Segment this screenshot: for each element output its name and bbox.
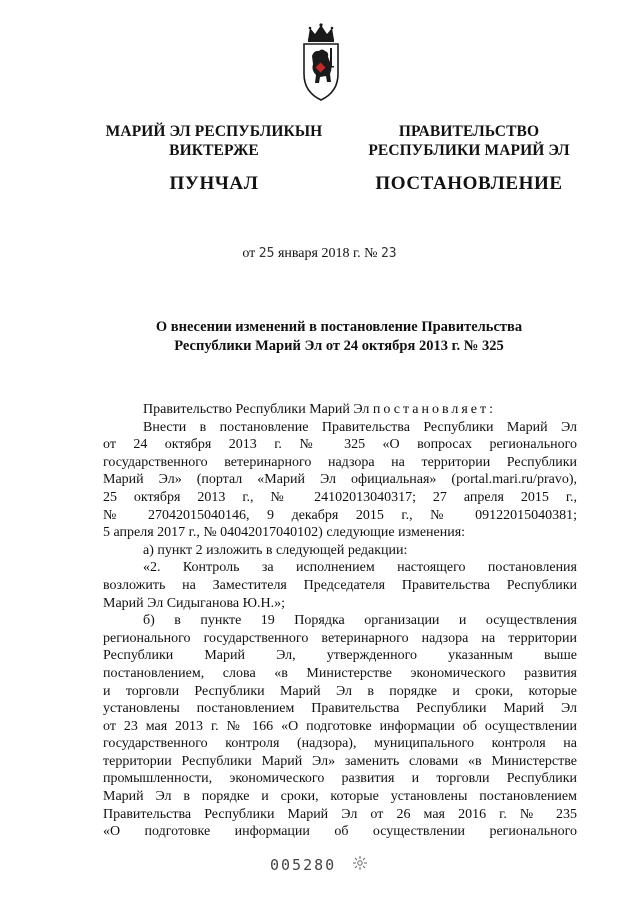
body-opening-text: Правительство Республики Марий Эл <box>143 402 370 417</box>
header-left-line2: ВИКТЕРЖЕ <box>169 142 259 159</box>
body-line: регионального государственного ветеринарного надзора на территории <box>103 630 577 646</box>
body-line: и торговли Республики Марий Эл в порядке и сроки, которые <box>103 683 577 699</box>
body-line: «О подготовке информации об осуществлении регионального <box>103 824 577 840</box>
document-date-line <box>0 245 639 263</box>
body-line: Марий Эл в порядке и сроки, которые установлены постановлением <box>103 789 577 805</box>
coat-of-arms-icon <box>300 22 342 102</box>
document-subject <box>100 318 578 356</box>
body-line: установлены постановлением Правительства Республики Марий Эл <box>103 701 577 717</box>
registration-stamp-number: 005280 <box>270 856 337 874</box>
body-line: № 27042015040146, 9 декабря 2015 г., № 09122015040381; <box>103 507 577 523</box>
body-line: постановлением, слова «в Министерстве экономического развития <box>103 665 577 681</box>
date-prefix: от <box>242 246 256 261</box>
header-left-line1: МАРИЙ ЭЛ РЕСПУБЛИКЫН <box>105 123 323 140</box>
body-line: 25 октября 2013 г., № 24102013040317; 27 апреля 2015 г., <box>103 489 577 505</box>
header-right-title: ПОСТАНОВЛЕНИЕ <box>375 173 563 194</box>
body-line: Правительства Республики Марий Эл от 26 мая 2016 г. № 235 <box>103 806 577 822</box>
body-line: 5 апреля 2017 г., № 04042017040102) следующие изменения: <box>103 525 466 541</box>
body-line: государственного ветеринарного надзора на территории Республики <box>103 454 577 470</box>
body-line: от 24 октября 2013 г. № 325 «О вопросах регионального <box>103 437 577 453</box>
subject-line1: О внесении изменений в постановление Правительства <box>155 319 523 335</box>
body-line: Марий Эл» (портал «Марий Эл официальная» (portal.mari.ru/pravo), <box>103 472 577 488</box>
body-line: Республики Марий Эл, утвержденного указанным выше <box>103 648 577 664</box>
body-opening-line <box>103 401 577 419</box>
body-line: промышленности, экономического развития и торговли Республики <box>103 771 577 787</box>
header-left <box>100 122 328 195</box>
body-line: Внести в постановление Правительства Республики Марий Эл <box>143 419 577 435</box>
body-line: государственного контроля (надзора), муниципального контроля на <box>103 736 577 752</box>
date-day: 25 <box>258 246 275 261</box>
body-line: «2. Контроль за исполнением настоящего постановления <box>143 560 577 576</box>
body-line: возложить на Заместителя Председателя Правительства Республики <box>103 577 577 593</box>
body-line: территории Республики Марий Эл» заменить словами «в Министерстве <box>103 753 577 769</box>
header-right-line2: РЕСПУБЛИКИ МАРИЙ ЭЛ <box>368 142 570 159</box>
date-month-year: января 2018 г. № <box>277 246 378 261</box>
header-right <box>354 122 584 195</box>
body-line: а) пункт 2 изложить в следующей редакции: <box>143 542 408 558</box>
document-number: 23 <box>380 246 397 261</box>
body-line: б) в пункте 19 Порядка организации и осуществления <box>143 613 577 629</box>
header-left-title: ПУНЧАЛ <box>169 173 259 194</box>
stamp-mark-icon <box>352 855 368 871</box>
document-body <box>103 401 577 841</box>
body-line: от 23 мая 2013 г. № 166 «О подготовке информации об осуществлении <box>103 718 577 734</box>
body-line: Марий Эл Сидыганова Ю.Н.»; <box>103 595 286 611</box>
header-right-line1: ПРАВИТЕЛЬСТВО <box>398 123 540 140</box>
body-opening-verb: постановляет: <box>372 402 497 417</box>
subject-line2: Республики Марий Эл от 24 октября 2013 г. № 325 <box>174 338 504 354</box>
